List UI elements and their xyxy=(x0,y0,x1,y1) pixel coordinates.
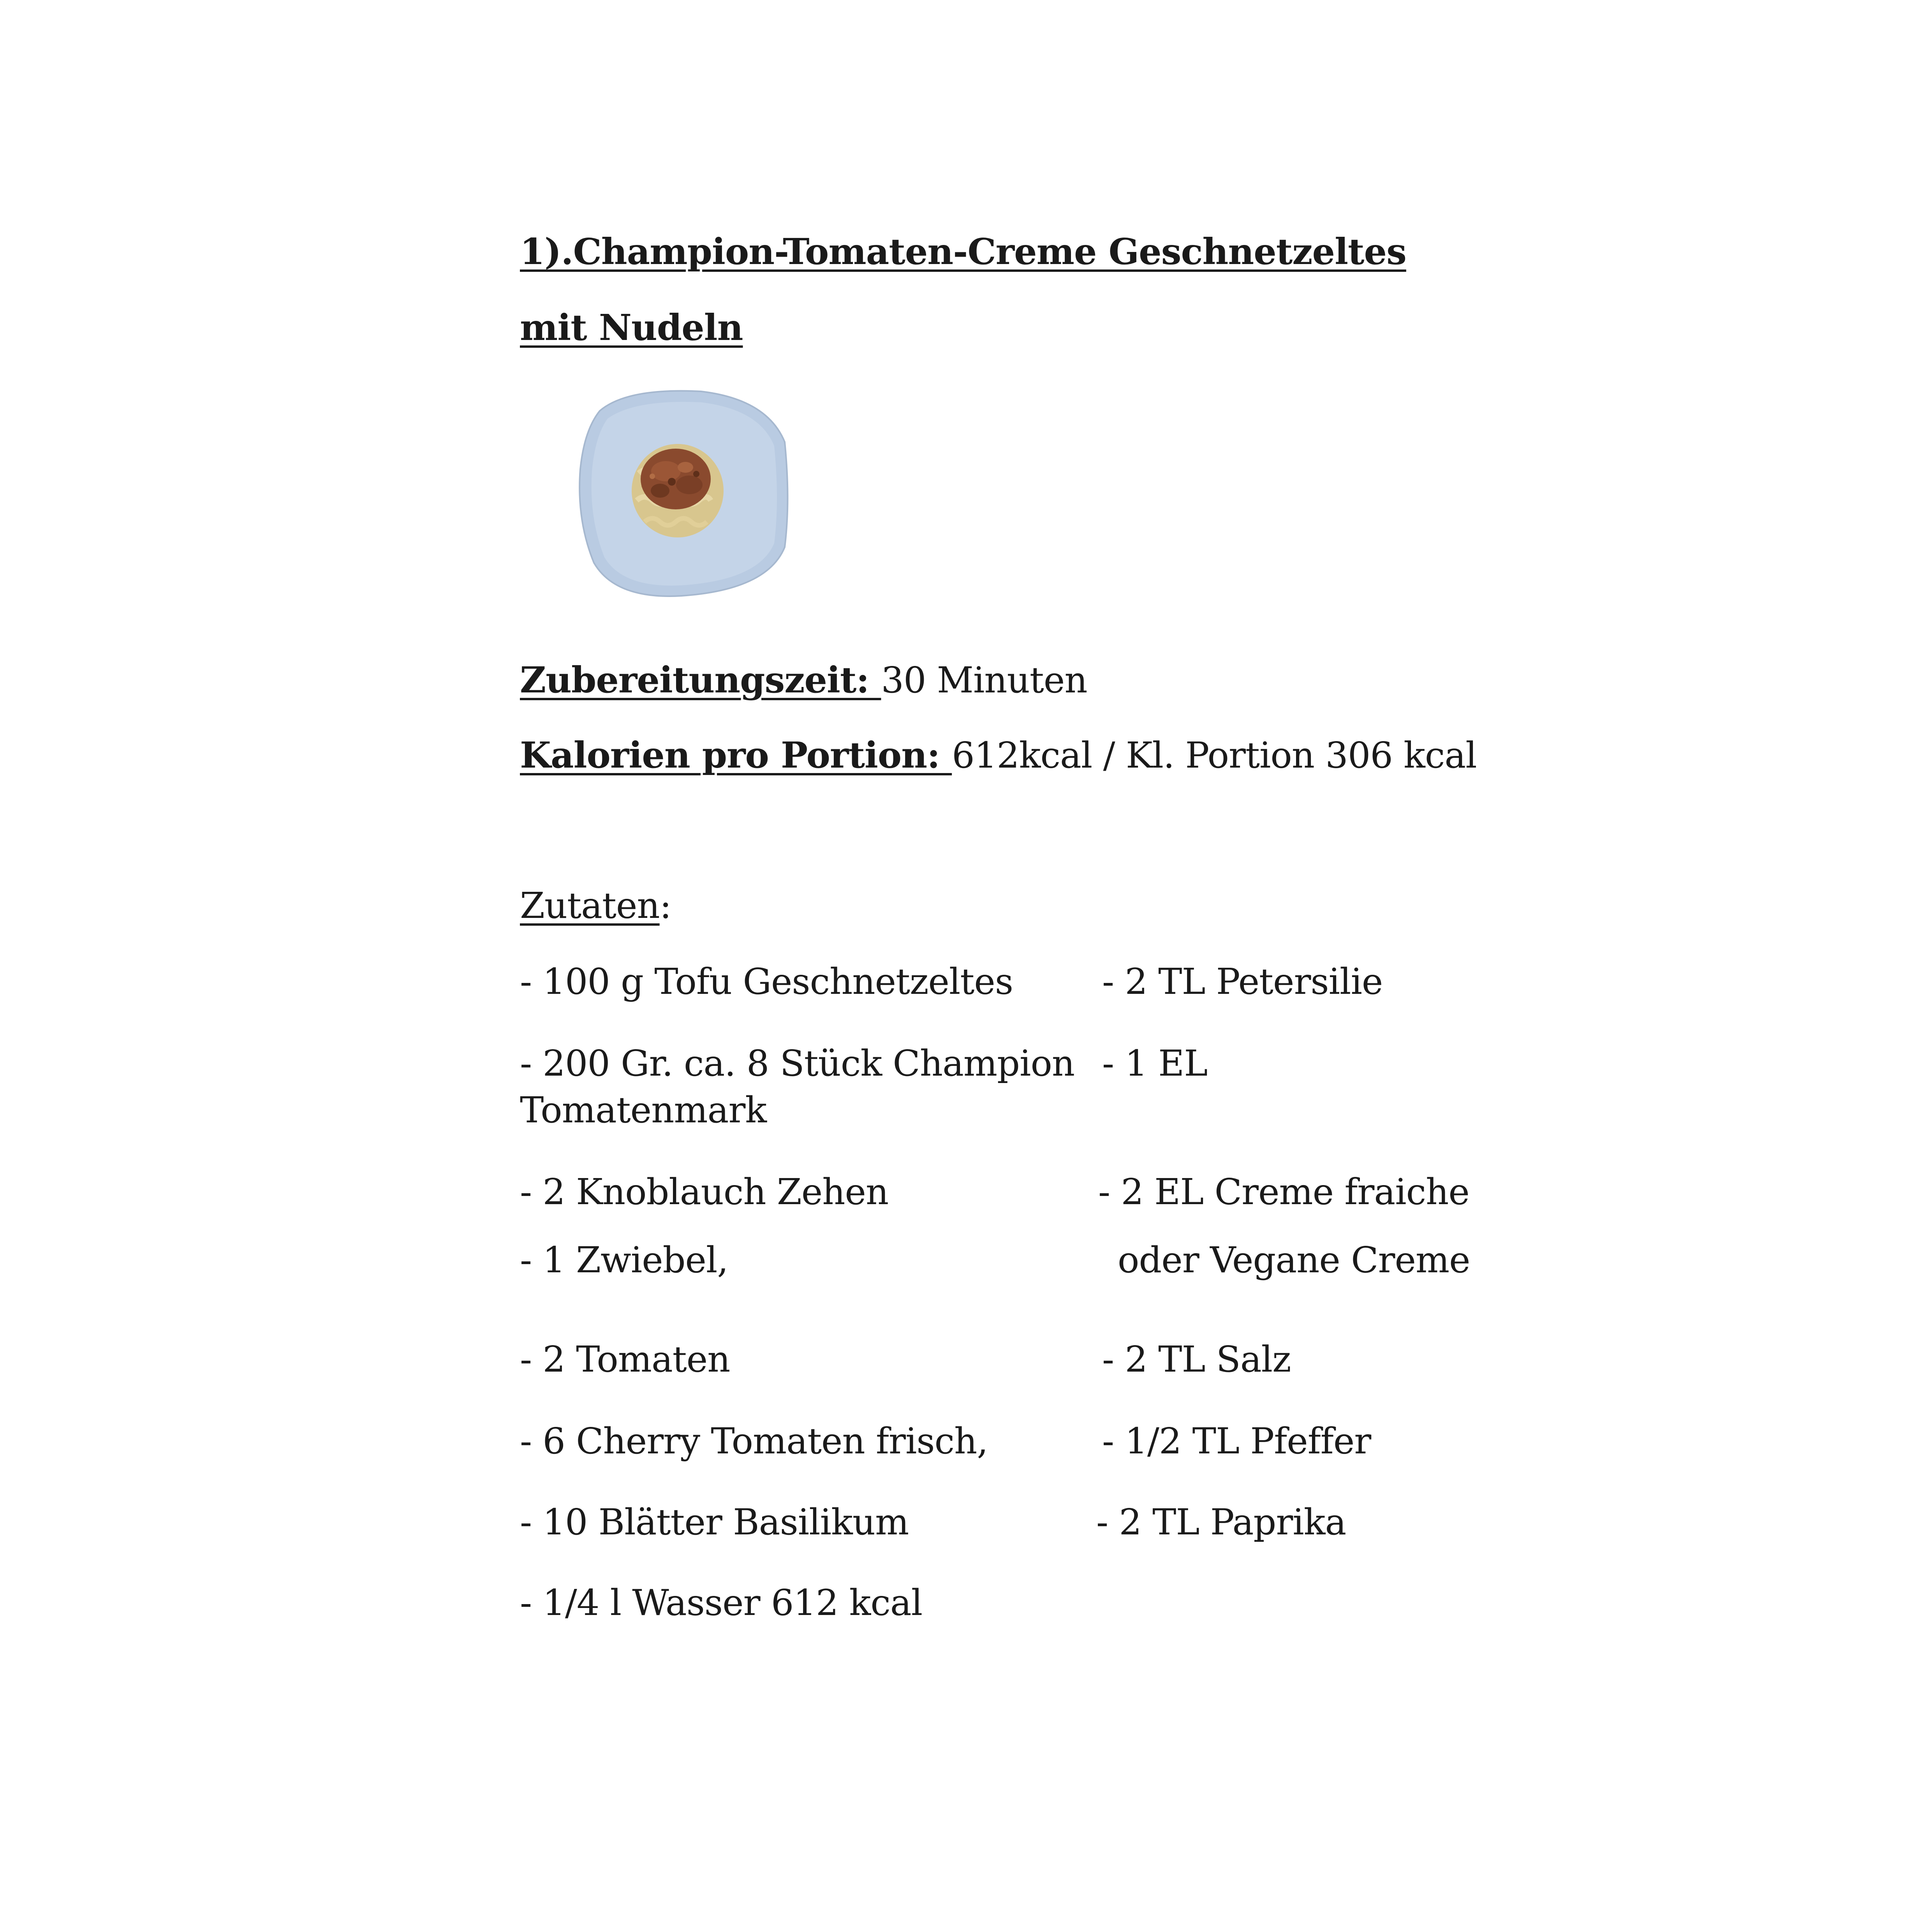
ingredient-item: - 100 g Tofu Geschnetzeltes xyxy=(520,961,1013,1002)
dish-photo xyxy=(572,384,791,602)
recipe-title-line-1: 1).Champion-Tomaten-Creme Geschnetzeltes xyxy=(520,231,1406,273)
calories-label: Kalorien pro Portion: xyxy=(520,734,952,776)
ingredients-label: Zutaten xyxy=(520,885,660,926)
ingredient-item: Tomatenmark xyxy=(520,1089,767,1131)
ingredient-item: - 1/4 l Wasser 612 kcal xyxy=(520,1582,923,1624)
prep-time-value: 30 Minuten xyxy=(881,659,1087,701)
ingredient-item: - 2 TL Salz xyxy=(1102,1338,1291,1380)
ingredient-item: - 1 Zwiebel, xyxy=(520,1239,728,1281)
ingredient-item: - 2 Tomaten xyxy=(520,1338,730,1380)
ingredient-item: - 10 Blätter Basilikum xyxy=(520,1501,909,1543)
ingredient-item: - 1/2 TL Pfeffer xyxy=(1102,1420,1371,1462)
ingredient-item: - 2 TL Paprika xyxy=(1096,1501,1346,1543)
ingredient-item: - 2 TL Petersilie xyxy=(1102,961,1383,1002)
ingredient-item: oder Vegane Creme xyxy=(1118,1239,1470,1281)
ingredients-colon: : xyxy=(659,885,671,926)
prep-time-label: Zubereitungszeit: xyxy=(520,659,881,701)
prep-time-line xyxy=(520,659,1087,701)
calories-line xyxy=(520,734,1477,776)
recipe-title-line-2: mit Nudeln xyxy=(520,306,743,349)
ingredient-item: - 1 EL xyxy=(1102,1043,1208,1084)
ingredient-item: - 2 Knoblauch Zehen xyxy=(520,1171,889,1213)
ingredients-heading xyxy=(520,885,671,926)
ingredient-item: - 2 EL Creme fraiche xyxy=(1098,1171,1469,1213)
calories-value: 612kcal / Kl. Portion 306 kcal xyxy=(952,734,1477,776)
ingredient-item: - 200 Gr. ca. 8 Stück Champion xyxy=(520,1043,1075,1084)
ingredient-item: - 6 Cherry Tomaten frisch, xyxy=(520,1420,988,1462)
